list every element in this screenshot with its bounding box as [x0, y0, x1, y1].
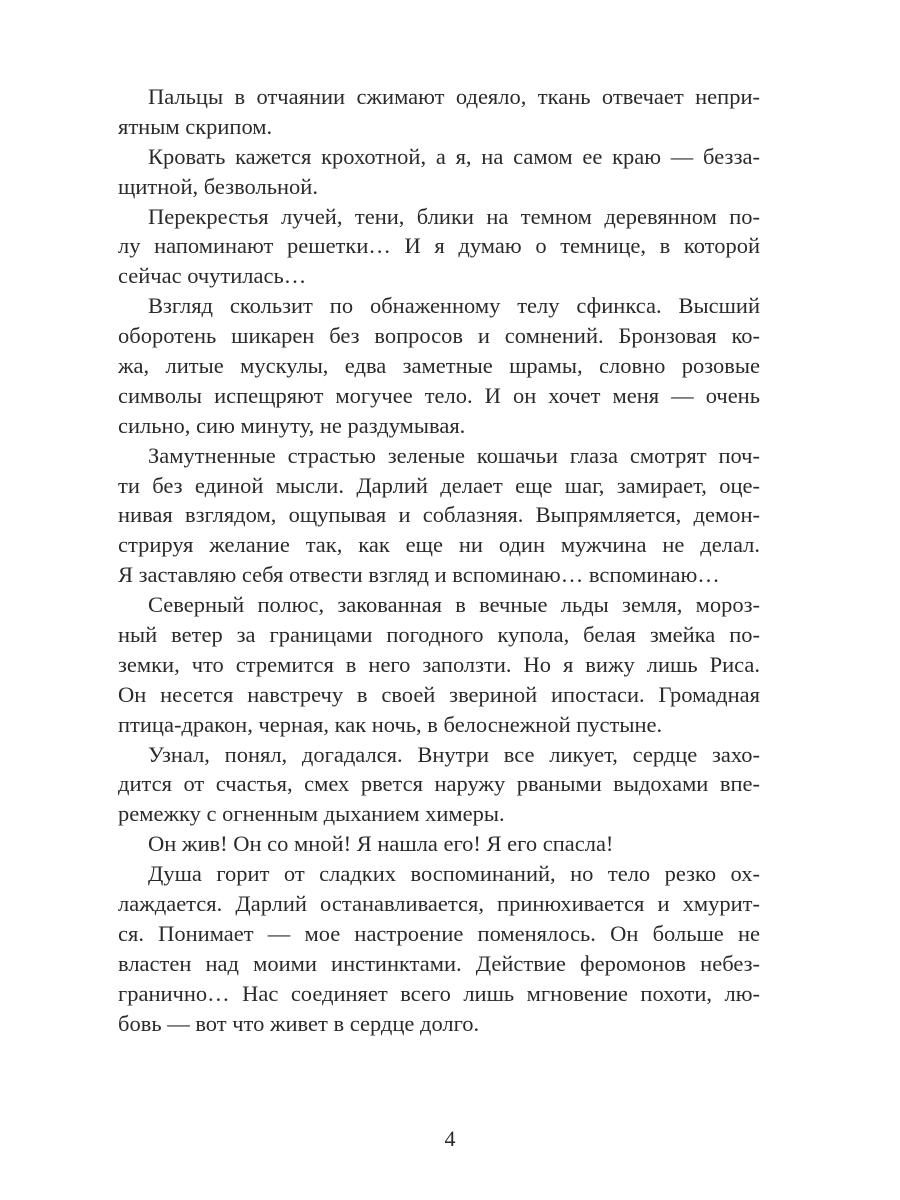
text-line: Кровать кажется крохотной, а я, на самом ее краю — безза- — [148, 143, 760, 169]
text-line: земки, что стремится в него заползти. Но я вижу лишь Риса. — [118, 651, 760, 677]
text-line: щитной, безвольной. — [118, 173, 318, 199]
text-line: сейчас очутилась… — [118, 263, 307, 289]
text-line: бовь — вот что живет в сердце долго. — [118, 1010, 480, 1036]
text-line: ти без единой мысли. Дарлий делает еще шаг, замирает, оце- — [118, 472, 760, 498]
text-line: ятным скрипом. — [118, 113, 273, 139]
text-line: Он несется навстречу в своей звериной ипостаси. Громадная — [118, 681, 760, 707]
text-line: оборотень шикарен без вопросов и сомнений. Бронзовая ко- — [118, 323, 760, 349]
text-line: Пальцы в отчаянии сжимают одеяло, ткань отвечает непри- — [148, 84, 760, 109]
text-line: Он жив! Он со мной! Я нашла его! Я его спасла! — [148, 831, 614, 857]
body-text — [118, 82, 760, 1039]
text-line: птица-дракон, черная, как ночь, в белоснежной пустыне. — [118, 711, 663, 737]
text-line: жа, литые мускулы, едва заметные шрамы, словно розовые — [118, 353, 760, 379]
text-line: сильно, сию минуту, не раздумывая. — [118, 412, 466, 438]
text-line: гранично… Нас соединяет всего лишь мгновение похоти, лю- — [118, 980, 760, 1006]
text-line: дится от счастья, смех рвется наружу рваными выдохами впе- — [118, 771, 760, 797]
text-line: ся. Понимает — мое настроение поменялось. Он больше не — [118, 920, 760, 946]
page-number: 4 — [444, 1126, 456, 1151]
text-line: символы испещряют могучее тело. И он хочет меня — очень — [118, 382, 760, 408]
text-line: лу напоминают решетки… И я думаю о темнице, в которой — [118, 233, 760, 259]
text-line: ремежку с огненным дыханием химеры. — [118, 801, 505, 827]
text-line: властен над моими инстинктами. Действие феромонов небез- — [118, 950, 760, 976]
text-line: Перекрестья лучей, тени, блики на темном деревянном по- — [148, 203, 760, 229]
text-line: лаждается. Дарлий останавливается, принюхивается и хмурит- — [118, 891, 760, 917]
text-line: Я заставляю себя отвести взгляд и вспоминаю… вспоминаю… — [118, 562, 720, 588]
text-line: Узнал, понял, догадался. Внутри все ликует, сердце захо- — [148, 741, 760, 767]
text-line: Северный полюс, закованная в вечные льды земля, мороз- — [148, 592, 760, 618]
text-line: нивая взглядом, ощупывая и соблазняя. Выпрямляется, демон- — [118, 502, 760, 528]
text-line: Взгляд скользит по обнаженному телу сфинкса. Высший — [148, 293, 760, 319]
text-line: Замутненные страстью зеленые кошачьи глаза смотрят поч- — [148, 442, 760, 468]
text-line: стрируя желание так, как еще ни один мужчина не делал. — [118, 532, 760, 558]
text-line: Душа горит от сладких воспоминаний, но тело резко ох- — [148, 861, 760, 887]
text-line: ный ветер за границами погодного купола, белая змейка по- — [118, 622, 760, 648]
